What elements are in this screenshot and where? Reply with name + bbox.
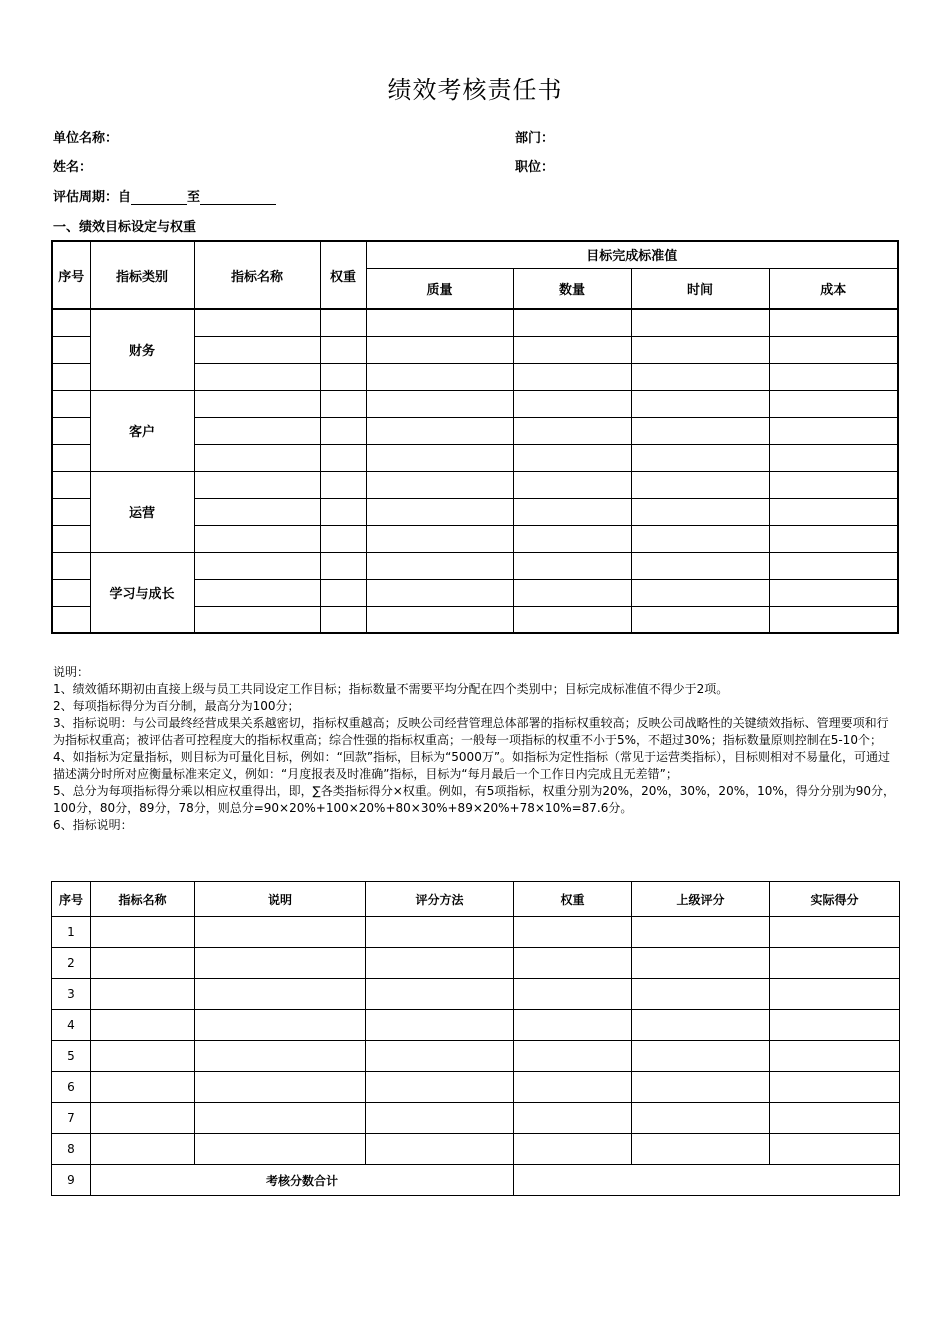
indicator-name-cell[interactable] bbox=[91, 1103, 195, 1134]
indicator-cell[interactable] bbox=[194, 606, 320, 633]
seq-cell[interactable] bbox=[52, 552, 90, 579]
indicator-cell[interactable] bbox=[194, 309, 320, 336]
header-standard: 目标完成标准值 bbox=[366, 241, 898, 268]
header-time: 时间 bbox=[631, 268, 769, 309]
time-cell[interactable] bbox=[631, 444, 769, 471]
supervisor-score-cell[interactable] bbox=[632, 948, 770, 979]
header-scoring-method: 评分方法 bbox=[366, 882, 514, 917]
actual-score-cell[interactable] bbox=[770, 917, 900, 948]
seq-cell[interactable] bbox=[52, 498, 90, 525]
header-description: 说明 bbox=[195, 882, 366, 917]
cost-cell[interactable] bbox=[769, 390, 898, 417]
time-cell[interactable] bbox=[631, 498, 769, 525]
time-cell[interactable] bbox=[631, 390, 769, 417]
indicator-name-cell[interactable] bbox=[91, 979, 195, 1010]
time-cell[interactable] bbox=[631, 552, 769, 579]
goal-row bbox=[52, 552, 898, 579]
header-weight: 权重 bbox=[514, 882, 632, 917]
goal-setting-table bbox=[51, 240, 899, 634]
indicator-scoring-table bbox=[51, 881, 900, 1196]
indicator-name-cell[interactable] bbox=[91, 1041, 195, 1072]
indicator-cell[interactable] bbox=[194, 336, 320, 363]
weight-cell[interactable] bbox=[320, 606, 366, 633]
description-cell[interactable] bbox=[195, 1072, 366, 1103]
seq-cell[interactable] bbox=[52, 606, 90, 633]
cost-cell[interactable] bbox=[769, 471, 898, 498]
time-cell[interactable] bbox=[631, 471, 769, 498]
header-quantity: 数量 bbox=[513, 268, 631, 309]
score-row bbox=[52, 917, 900, 948]
score-row bbox=[52, 1010, 900, 1041]
unit-name-label: 单位名称： bbox=[53, 131, 119, 146]
cost-cell[interactable] bbox=[769, 309, 898, 336]
seq-cell[interactable] bbox=[52, 390, 90, 417]
quantity-cell[interactable] bbox=[513, 336, 631, 363]
scoring-method-cell[interactable] bbox=[366, 1041, 514, 1072]
actual-score-cell[interactable] bbox=[770, 1134, 900, 1165]
scoring-method-cell[interactable] bbox=[366, 1010, 514, 1041]
page-title: 绩效考核责任书 bbox=[387, 76, 563, 104]
weight-cell[interactable] bbox=[320, 552, 366, 579]
row-number: 1 bbox=[52, 917, 91, 948]
header-seq: 序号 bbox=[52, 241, 90, 309]
indicator-cell[interactable] bbox=[194, 390, 320, 417]
total-seq: 9 bbox=[52, 1165, 91, 1196]
indicator-cell[interactable] bbox=[194, 417, 320, 444]
scoring-method-cell[interactable] bbox=[366, 1103, 514, 1134]
seq-cell[interactable] bbox=[52, 417, 90, 444]
indicator-name-cell[interactable] bbox=[91, 1010, 195, 1041]
cost-cell[interactable] bbox=[769, 363, 898, 390]
score-row bbox=[52, 1041, 900, 1072]
row-number: 5 bbox=[52, 1041, 91, 1072]
quantity-cell[interactable] bbox=[513, 417, 631, 444]
supervisor-score-cell[interactable] bbox=[632, 979, 770, 1010]
description-cell[interactable] bbox=[195, 948, 366, 979]
weight-cell[interactable] bbox=[320, 363, 366, 390]
seq-cell[interactable] bbox=[52, 363, 90, 390]
quantity-cell[interactable] bbox=[513, 390, 631, 417]
quality-cell[interactable] bbox=[366, 525, 513, 552]
time-cell[interactable] bbox=[631, 363, 769, 390]
note-item: 5、总分为每项指标得分乘以相应权重得出，即，∑各类指标得分×权重。例如，有5项指标，权重分别为20%，20%，30%，20%，10%，得分分别为90分，100分，80分，89分，78分，则总分=90×20%+100×20%+80×30%+89×20%+78×10%=87.6分。 bbox=[53, 784, 896, 815]
actual-score-cell[interactable] bbox=[770, 948, 900, 979]
position-label: 职位： bbox=[515, 160, 555, 175]
indicator-name-cell[interactable] bbox=[91, 1072, 195, 1103]
header-indicator: 指标名称 bbox=[194, 241, 320, 309]
quantity-cell[interactable] bbox=[513, 363, 631, 390]
note-item: 1、绩效循环期初由直接上级与员工共同设定工作目标；指标数量不需要平均分配在四个类别中；目标完成标准值不得少于2项。 bbox=[53, 682, 729, 696]
row-number: 2 bbox=[52, 948, 91, 979]
weight-cell[interactable] bbox=[514, 917, 632, 948]
description-cell[interactable] bbox=[195, 979, 366, 1010]
note-item: 2、每项指标得分为百分制，最高分为100分； bbox=[53, 699, 300, 713]
quantity-cell[interactable] bbox=[513, 579, 631, 606]
seq-cell[interactable] bbox=[52, 309, 90, 336]
name-label: 姓名： bbox=[53, 160, 93, 175]
weight-cell[interactable] bbox=[320, 498, 366, 525]
category-cell: 学习与成长 bbox=[90, 552, 194, 633]
quantity-cell[interactable] bbox=[513, 444, 631, 471]
header-supervisor-score: 上级评分 bbox=[632, 882, 770, 917]
description-cell[interactable] bbox=[195, 917, 366, 948]
notes bbox=[53, 664, 897, 834]
description-cell[interactable] bbox=[195, 1134, 366, 1165]
row-number: 4 bbox=[52, 1010, 91, 1041]
notes-heading: 说明： bbox=[53, 665, 90, 679]
header-cost: 成本 bbox=[769, 268, 898, 309]
scoring-method-cell[interactable] bbox=[366, 1072, 514, 1103]
quality-cell[interactable] bbox=[366, 417, 513, 444]
goal-row bbox=[52, 309, 898, 336]
quality-cell[interactable] bbox=[366, 309, 513, 336]
score-row bbox=[52, 948, 900, 979]
scoring-method-cell[interactable] bbox=[366, 979, 514, 1010]
category-cell: 财务 bbox=[90, 309, 194, 390]
quality-cell[interactable] bbox=[366, 606, 513, 633]
cost-cell[interactable] bbox=[769, 417, 898, 444]
seq-cell[interactable] bbox=[52, 525, 90, 552]
weight-cell[interactable] bbox=[320, 390, 366, 417]
indicator-cell[interactable] bbox=[194, 498, 320, 525]
scoring-method-cell[interactable] bbox=[366, 948, 514, 979]
quantity-cell[interactable] bbox=[513, 498, 631, 525]
supervisor-score-cell[interactable] bbox=[632, 917, 770, 948]
cost-cell[interactable] bbox=[769, 552, 898, 579]
quantity-cell[interactable] bbox=[513, 552, 631, 579]
indicator-cell[interactable] bbox=[194, 552, 320, 579]
cost-cell[interactable] bbox=[769, 336, 898, 363]
indicator-cell[interactable] bbox=[194, 363, 320, 390]
quality-cell[interactable] bbox=[366, 390, 513, 417]
score-row bbox=[52, 1072, 900, 1103]
quantity-cell[interactable] bbox=[513, 471, 631, 498]
weight-cell[interactable] bbox=[514, 1134, 632, 1165]
total-score-cell[interactable] bbox=[514, 1165, 900, 1196]
cost-cell[interactable] bbox=[769, 606, 898, 633]
row-number: 3 bbox=[52, 979, 91, 1010]
actual-score-cell[interactable] bbox=[770, 1072, 900, 1103]
weight-cell[interactable] bbox=[320, 525, 366, 552]
section-title: 一、绩效目标设定与权重 bbox=[53, 220, 197, 235]
weight-cell[interactable] bbox=[514, 1103, 632, 1134]
quantity-cell[interactable] bbox=[513, 309, 631, 336]
time-cell[interactable] bbox=[631, 309, 769, 336]
header-seq: 序号 bbox=[52, 882, 91, 917]
time-cell[interactable] bbox=[631, 606, 769, 633]
weight-cell[interactable] bbox=[514, 1072, 632, 1103]
actual-score-cell[interactable] bbox=[770, 1010, 900, 1041]
header-actual-score: 实际得分 bbox=[770, 882, 900, 917]
supervisor-score-cell[interactable] bbox=[632, 1103, 770, 1134]
weight-cell[interactable] bbox=[320, 444, 366, 471]
seq-cell[interactable] bbox=[52, 579, 90, 606]
indicator-cell[interactable] bbox=[194, 525, 320, 552]
supervisor-score-cell[interactable] bbox=[632, 1041, 770, 1072]
time-cell[interactable] bbox=[631, 525, 769, 552]
weight-cell[interactable] bbox=[514, 979, 632, 1010]
note-item: 6、指标说明： bbox=[53, 818, 133, 832]
weight-cell[interactable] bbox=[514, 948, 632, 979]
scoring-method-cell[interactable] bbox=[366, 917, 514, 948]
quality-cell[interactable] bbox=[366, 336, 513, 363]
weight-cell[interactable] bbox=[320, 471, 366, 498]
weight-cell[interactable] bbox=[320, 417, 366, 444]
actual-score-cell[interactable] bbox=[770, 979, 900, 1010]
period-label: 评估周期： bbox=[53, 190, 119, 205]
actual-score-cell[interactable] bbox=[770, 1041, 900, 1072]
indicator-cell[interactable] bbox=[194, 579, 320, 606]
weight-cell[interactable] bbox=[514, 1010, 632, 1041]
description-cell[interactable] bbox=[195, 1041, 366, 1072]
cost-cell[interactable] bbox=[769, 444, 898, 471]
indicator-name-cell[interactable] bbox=[91, 948, 195, 979]
time-cell[interactable] bbox=[631, 417, 769, 444]
score-row bbox=[52, 1103, 900, 1134]
actual-score-cell[interactable] bbox=[770, 1103, 900, 1134]
indicator-cell[interactable] bbox=[194, 444, 320, 471]
time-cell[interactable] bbox=[631, 579, 769, 606]
quantity-cell[interactable] bbox=[513, 525, 631, 552]
quality-cell[interactable] bbox=[366, 498, 513, 525]
supervisor-score-cell[interactable] bbox=[632, 1072, 770, 1103]
evaluation-period bbox=[53, 186, 276, 205]
quality-cell[interactable] bbox=[366, 363, 513, 390]
cost-cell[interactable] bbox=[769, 525, 898, 552]
row-number: 7 bbox=[52, 1103, 91, 1134]
goal-row bbox=[52, 471, 898, 498]
score-row bbox=[52, 979, 900, 1010]
category-cell: 运营 bbox=[90, 471, 194, 552]
header-indicator-name: 指标名称 bbox=[91, 882, 195, 917]
quantity-cell[interactable] bbox=[513, 606, 631, 633]
row-number: 6 bbox=[52, 1072, 91, 1103]
note-item: 4、如指标为定量指标，则目标为可量化目标，例如：“回款”指标，目标为“5000万”。如指标为定性指标（常见于运营类指标），目标则相对不易量化，可通过描述满分时所对应衡量标准来定义，例如：“月度报表及时准确”指标，目标为“每月最后一个工作日内完成且无差错”； bbox=[53, 750, 891, 781]
header-quality: 质量 bbox=[366, 268, 513, 309]
quality-cell[interactable] bbox=[366, 552, 513, 579]
category-cell: 客户 bbox=[90, 390, 194, 471]
goal-row bbox=[52, 390, 898, 417]
period-to-label: 至 bbox=[187, 190, 201, 205]
time-cell[interactable] bbox=[631, 336, 769, 363]
scoring-method-cell[interactable] bbox=[366, 1134, 514, 1165]
quality-cell[interactable] bbox=[366, 579, 513, 606]
cost-cell[interactable] bbox=[769, 498, 898, 525]
seq-cell[interactable] bbox=[52, 471, 90, 498]
period-from-input[interactable] bbox=[131, 190, 187, 205]
period-to-input[interactable] bbox=[200, 190, 276, 205]
indicator-name-cell[interactable] bbox=[91, 1134, 195, 1165]
description-cell[interactable] bbox=[195, 1103, 366, 1134]
supervisor-score-cell[interactable] bbox=[632, 1134, 770, 1165]
weight-cell[interactable] bbox=[320, 336, 366, 363]
indicator-cell[interactable] bbox=[194, 471, 320, 498]
weight-cell[interactable] bbox=[320, 309, 366, 336]
description-cell[interactable] bbox=[195, 1010, 366, 1041]
seq-cell[interactable] bbox=[52, 336, 90, 363]
period-from-label: 自 bbox=[118, 190, 132, 205]
quality-cell[interactable] bbox=[366, 444, 513, 471]
row-number: 8 bbox=[52, 1134, 91, 1165]
note-item: 3、指标说明：与公司最终经营成果关系越密切，指标权重越高；反映公司经营管理总体部署的指标权重较高；反映公司战略性的关键绩效指标、管理要项和行为指标权重高；被评估者可控程度大的指标权重高；综合性强的指标权重高；一般每一项指标的权重不小于5%，不超过30%；指标数量原则控制在5-10个； bbox=[53, 716, 889, 747]
header-category: 指标类别 bbox=[90, 241, 194, 309]
quality-cell[interactable] bbox=[366, 471, 513, 498]
total-label: 考核分数合计 bbox=[91, 1165, 514, 1196]
seq-cell[interactable] bbox=[52, 444, 90, 471]
department-label: 部门： bbox=[515, 131, 555, 146]
header-weight: 权重 bbox=[320, 241, 366, 309]
weight-cell[interactable] bbox=[320, 579, 366, 606]
weight-cell[interactable] bbox=[514, 1041, 632, 1072]
cost-cell[interactable] bbox=[769, 579, 898, 606]
score-row bbox=[52, 1134, 900, 1165]
supervisor-score-cell[interactable] bbox=[632, 1010, 770, 1041]
indicator-name-cell[interactable] bbox=[91, 917, 195, 948]
